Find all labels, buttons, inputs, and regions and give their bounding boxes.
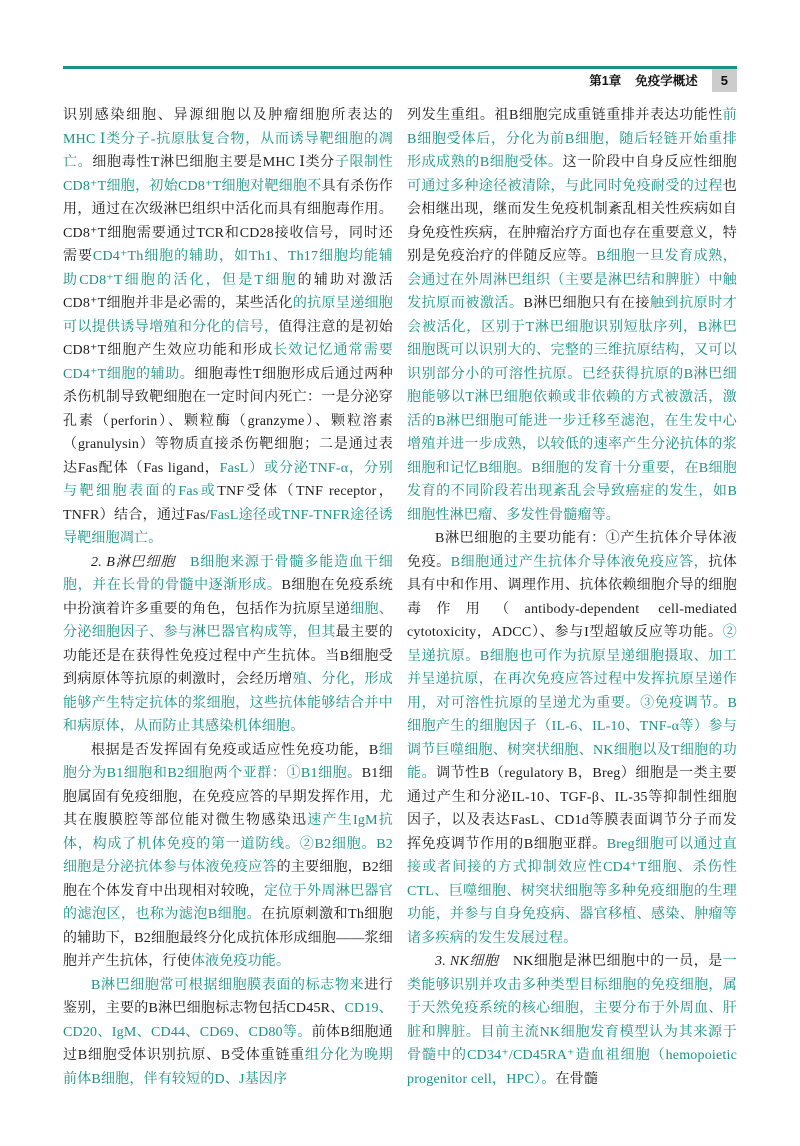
text-segment: 的辅助对激活CD8⁺T细胞并非是必需的，某些活化 <box>63 272 393 311</box>
run-in-heading: 3. NK细胞 <box>435 954 513 969</box>
text-segment: 识别感染细胞、异源细胞以及肿瘤细胞所表达的 <box>63 108 393 123</box>
run-in-heading: 2. B淋巴细胞 <box>91 554 191 570</box>
text-segment: 也会相继出现，继而发生免疫机制紊乱相关性疾病如自身免疫性疾病，在肿瘤治疗方面也存在重要意义，特别是免疫治疗的伴随反应等。 <box>407 178 737 264</box>
text-segment: 的抗原呈递细胞可以提供诱导增殖和分化的信号， <box>63 296 393 335</box>
text-segment: B细胞通过产生抗体介导体液免疫应答， <box>450 554 709 570</box>
text-segment: 殖、分化，形成能够产生特定抗体的浆细胞，这些抗体能够结合并中和病原体，从而防止其感染机体细胞。 <box>63 672 393 734</box>
right-column <box>407 104 737 1091</box>
text-segment: Breg细胞可以通过直接或者间接的方式抑制效应性CD4⁺T细胞、杀伤性CTL、巨噬细胞、树突状细胞等多种免疫细胞的生理功能，并参与自身免疫病、器官移植、感染、肿瘤等诸多疾病的发生发展过程。 <box>407 836 737 946</box>
text-segment: CD19、CD20、IgM、CD44、CD69、CD80等。 <box>63 1001 394 1040</box>
text-segment: 一类能够识别并攻击多种类型目标细胞的免疫细胞，属于天然免疫系统的核心细胞，主要分布于外周血、肝脏和脾脏。目前主流NK细胞发育模型认为其来源于骨髓中的CD34⁺/CD45RA⁺造血祖细胞（hemopoietic progenitor cell，HPC）。 <box>407 954 737 1087</box>
chapter-title: 免疫学概述 <box>635 74 698 88</box>
text-segment: 抗体具有中和作用、调理作用、抗体依赖细胞介导的细胞毒作用（antibody-dependent cell-mediated cytotoxicity，ADCC）、参与I型超敏反应等功能。 <box>407 554 738 640</box>
text-segment: 触到抗原时才会被活化，区别于T淋巴细胞识别短肽序列，B淋巴细胞既可以识别大的、完整的三维抗原结构，又可以识别部分小的可溶性抗原。已经获得抗原的B淋巴细胞能够以T淋巴细胞依赖或非依赖的方式被激活，激活的B淋巴细胞可能进一步迁移至滤泡，在生发中心增殖并进一步成熟，以较低的速率产生分泌抗体的浆细胞和记忆B细胞。B细胞的发育十分重要，在B细胞发育的不同阶段若出现紊乱会导致癌症的发生，如B细胞性淋巴瘤、多发性骨髓瘤等。 <box>407 296 737 523</box>
text-segment: 速产生IgM抗体，构成了机体免疫的第一道防线。②B2细胞。B2细胞是分泌抗体参与体液免疫应答 <box>63 813 394 875</box>
text-segment: 前B细胞受体后，分化为前B细胞，随后轻链开始重排形成成熟的B细胞受体。 <box>407 108 737 170</box>
text-segment: FasL途径或TNF-TNFR途径诱导靶细胞凋亡。 <box>63 507 393 546</box>
text-segment: B1细胞属固有免疫细胞，在免疫应答的早期发挥作用，尤其在腹膜腔等部位能对微生物感染迅 <box>63 766 393 828</box>
text-segment: 在骨髓 <box>555 1071 599 1087</box>
text-segment: 根据是否发挥固有免疫或适应性免疫功能，B <box>91 742 379 758</box>
text-segment: B细胞来源于骨髓多能造血干细胞，并在长骨的骨髓中逐渐形成。 <box>63 554 393 593</box>
text-segment: TNF受体（TNF receptor，TNFR）结合，通过Fas/ <box>63 484 393 523</box>
text-segment: 细胞毒性T细胞形成后通过两种杀伤机制导致靶细胞在一定时间内死亡：一是分泌穿孔素（perforin）、颗粒酶（granzyme）、颗粒溶素（granulysin）等物质直接杀伤靶细胞；二是通过表达Fas配体（Fas ligand， <box>63 366 393 476</box>
text-segment: MHC Ⅰ类分子-抗原肽复合物，从而诱导靶细胞的凋亡。 <box>63 131 393 170</box>
running-head-line <box>63 69 737 92</box>
text-segment: 子限制性CD8⁺T细胞，初始CD8⁺T细胞对靶细胞不 <box>63 155 394 194</box>
paragraph <box>407 104 737 527</box>
paragraph <box>63 739 393 974</box>
page-header <box>63 66 737 92</box>
text-segment: 值得注意的是初始CD8⁺T细胞产生效应功能和形成 <box>63 319 393 358</box>
text-segment: B细胞在免疫系统中扮演着许多重要的角色，包括作为抗原呈递 <box>63 578 394 617</box>
text-segment: 细胞毒性T淋巴细胞主要是MHC Ⅰ类分 <box>92 155 335 170</box>
paragraph <box>407 527 737 950</box>
text-segment: 具有杀伤作用，通过在次级淋巴组织中活化而具有细胞毒作用。CD8⁺T细胞需要通过TCR和CD28接收信号，同时还需要 <box>63 178 393 264</box>
paragraph <box>63 551 393 739</box>
text-segment: CD4⁺Th细胞的辅助，如Th1、Th17细胞均能辅助CD8⁺T细胞的活化，但是T细胞 <box>63 249 393 288</box>
text-segment: B淋巴细胞常可根据细胞膜表面的标志物来 <box>91 977 365 993</box>
paragraph <box>63 974 393 1092</box>
text-segment: B淋巴细胞的主要功能有：①产生抗体介导体液免疫。 <box>407 531 737 570</box>
text-segment: 列发生重组。祖B细胞完成重链重排并表达功能性 <box>407 108 723 123</box>
paragraph <box>63 104 393 551</box>
text-segment: B淋巴细胞只有在接 <box>523 296 650 311</box>
text-segment: 这一阶段中自身反应性细胞 <box>562 155 737 170</box>
text-segment: 前体B细胞通过B细胞受体识别抗原、B受体重链重 <box>63 1024 393 1063</box>
text-segment: 调节性B（regulatory B，Breg）细胞是一类主要通过产生和分泌IL-10、TGF-β、IL-35等抑制性细胞因子，以及表达FasL、CD1d等膜表面调节分子而发挥免疫调节作用的B细胞亚群。 <box>407 766 738 852</box>
text-segment: 进行鉴别，主要的B淋巴细胞标志物包括CD45R、 <box>63 977 393 1016</box>
text-segment: 定位于外周淋巴器官的滤泡区，也称为滤泡B细胞。 <box>63 883 393 922</box>
text-segment: ②呈递抗原。B细胞也可作为抗原呈递细胞摄取、加工并呈递抗原，在再次免疫应答过程中发挥抗原呈递作用，对可溶性抗原的呈递尤为重要。③免疫调节。B细胞产生的细胞因子（IL-6、IL-10、TNF-α等）参与调节巨噬细胞、树突状细胞、NK细胞以及T细胞的功能。 <box>407 625 737 781</box>
article-body <box>63 104 737 1091</box>
text-segment: NK细胞是淋巴细胞中的一员，是 <box>512 954 723 969</box>
text-segment: 在抗原刺激和Th细胞的辅助下，B2细胞最终分化成抗体形成细胞——浆细胞并产生抗体，行使 <box>63 907 393 969</box>
text-segment: 的主要细胞，B2细胞在个体发育中出现相对较晚， <box>63 860 394 899</box>
paragraph <box>407 950 737 1091</box>
text-segment: 可通过多种途径被清除，与此同时免疫耐受的过程 <box>407 178 723 194</box>
left-column <box>63 104 393 1091</box>
text-segment: 最主要的功能还是在获得性免疫过程中产生抗体。当B细胞受到病原体等抗原的刺激时，会经历增 <box>63 625 393 687</box>
text-segment: 细胞、分泌细胞因子、参与淋巴器官构成等，但其 <box>63 601 394 640</box>
text-segment: 长效记忆通常需要CD4⁺T细胞的辅助。 <box>63 343 393 382</box>
text-segment: 组分化为晚期前体B细胞，伴有较短的D、J基因序 <box>63 1048 393 1087</box>
page-number-badge: 5 <box>712 69 737 92</box>
text-segment: B细胞一旦发育成熟，会通过在外周淋巴组织（主要是淋巴结和脾脏）中触发抗原而被激活。 <box>407 249 737 311</box>
text-segment: 体液免疫功能。 <box>190 954 291 969</box>
chapter-label: 第1章 <box>589 74 622 88</box>
text-segment: FasL）或分泌TNF-α，分别与靶细胞表面的Fas或 <box>63 460 393 499</box>
text-segment: 细胞分为B1细胞和B2细胞两个亚群：①B1细胞。 <box>63 742 393 781</box>
